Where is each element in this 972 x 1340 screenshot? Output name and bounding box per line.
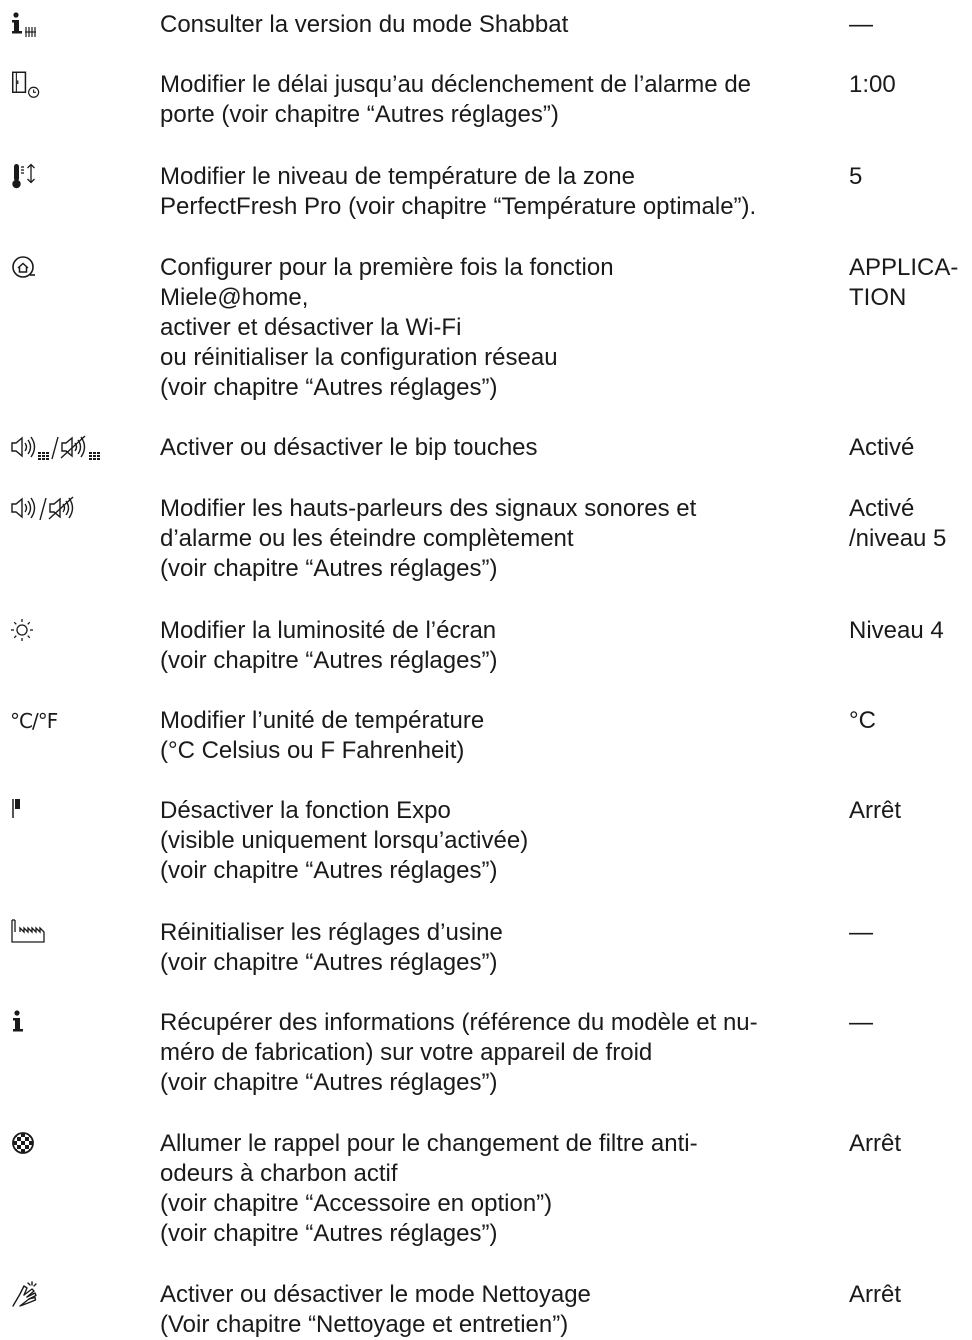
setting-description <box>160 1280 830 1340</box>
default-value <box>849 796 969 826</box>
speaker-volume-icon <box>10 494 110 524</box>
description-line: (voir chapitre “Autres réglages”) <box>160 647 498 674</box>
default-value <box>849 70 969 100</box>
default-value <box>849 918 969 948</box>
default-value <box>849 10 969 40</box>
description-line: Configurer pour la première fois la fonction <box>160 254 614 281</box>
setting-description <box>160 1008 830 1098</box>
description-line: méro de fabrication) sur votre appareil de froid <box>160 1039 653 1066</box>
setting-description <box>160 433 830 463</box>
default-value <box>849 1129 969 1159</box>
setting-description <box>160 918 830 978</box>
setting-description <box>160 10 830 40</box>
description-line: Consulter la version du mode Shabbat <box>160 11 569 38</box>
setting-description <box>160 70 830 130</box>
setting-description <box>160 494 830 584</box>
default-value <box>849 494 969 554</box>
description-line: Activer ou désactiver le mode Nettoyage <box>160 1281 591 1308</box>
value-line: 1:00 <box>849 71 896 98</box>
value-line: — <box>849 1009 873 1036</box>
description-line: Modifier le niveau de température de la zone <box>160 163 635 190</box>
temperature-unit-icon-text: °C/°F <box>10 709 58 733</box>
default-value <box>849 616 969 646</box>
key-beep-icon <box>10 433 130 463</box>
factory-reset-icon <box>10 918 50 948</box>
value-line: Activé <box>849 434 915 461</box>
setting-description <box>160 796 830 886</box>
description-line: Désactiver la fonction Expo <box>160 797 451 824</box>
description-line: (voir chapitre “Autres réglages”) <box>160 857 498 884</box>
description-line: (voir chapitre “Autres réglages”) <box>160 555 498 582</box>
setting-description <box>160 253 830 403</box>
description-line: (visible uniquement lorsqu’activée) <box>160 827 529 854</box>
description-line: Réinitialiser les réglages d’usine <box>160 919 503 946</box>
description-line: ou réinitialiser la configuration réseau <box>160 344 558 371</box>
setting-description <box>160 1129 830 1249</box>
value-line: Arrêt <box>849 1130 902 1157</box>
description-line: (Voir chapitre “Nettoyage et entretien”) <box>160 1311 569 1338</box>
thermometer-level-icon <box>10 162 50 192</box>
description-line: Récupérer des informations (référence du modèle et nu- <box>160 1009 758 1036</box>
description-line: (voir chapitre “Autres réglages”) <box>160 949 498 976</box>
description-line: Activer ou désactiver le bip touches <box>160 434 538 461</box>
description-line: Miele@home, <box>160 284 309 311</box>
value-line: °C <box>849 707 876 734</box>
door-alarm-timer-icon <box>10 70 50 100</box>
description-line: (°C Celsius ou F Fahrenheit) <box>160 737 465 764</box>
miele-at-home-icon <box>10 253 50 283</box>
expo-flag-icon <box>10 796 50 826</box>
setting-description <box>160 706 830 766</box>
description-line: odeurs à charbon actif <box>160 1160 398 1187</box>
charcoal-filter-icon <box>10 1129 50 1159</box>
description-line: (voir chapitre “Autres réglages”) <box>160 374 498 401</box>
default-value <box>849 253 969 313</box>
description-line: Modifier la luminosité de l’écran <box>160 617 497 644</box>
default-value <box>849 1280 969 1310</box>
setting-description <box>160 162 830 222</box>
value-line: APPLICA- <box>849 254 959 281</box>
description-line: porte (voir chapitre “Autres réglages”) <box>160 101 559 128</box>
description-line: (voir chapitre “Autres réglages”) <box>160 1220 498 1247</box>
description-line: activer et désactiver la Wi-Fi <box>160 314 462 341</box>
brightness-icon <box>10 616 50 646</box>
value-line: — <box>849 11 873 38</box>
default-value <box>849 706 969 736</box>
value-line: Niveau 4 <box>849 617 944 644</box>
cleaning-mode-icon <box>10 1280 50 1310</box>
description-line: Allumer le rappel pour le changement de filtre anti- <box>160 1130 698 1157</box>
description-line: Modifier les hauts-parleurs des signaux sonores et <box>160 495 697 522</box>
description-line: d’alarme ou les éteindre complètement <box>160 525 574 552</box>
temperature-unit-icon <box>10 706 110 736</box>
description-line: PerfectFresh Pro (voir chapitre “Température optimale”). <box>160 193 757 220</box>
default-value <box>849 433 969 463</box>
value-line: Activé <box>849 495 915 522</box>
value-line: Arrêt <box>849 1281 902 1308</box>
info-icon <box>10 1008 50 1038</box>
value-line: /niveau 5 <box>849 525 947 552</box>
setting-description <box>160 616 830 676</box>
value-line: — <box>849 919 873 946</box>
info-shabbat-icon <box>10 10 50 40</box>
description-line: Modifier l’unité de température <box>160 707 485 734</box>
default-value <box>849 1008 969 1038</box>
default-value <box>849 162 969 192</box>
description-line: Modifier le délai jusqu’au déclenchement de l’alarme de <box>160 71 752 98</box>
value-line: Arrêt <box>849 797 902 824</box>
value-line: 5 <box>849 163 863 190</box>
value-line: TION <box>849 284 907 311</box>
description-line: (voir chapitre “Accessoire en option”) <box>160 1190 553 1217</box>
description-line: (voir chapitre “Autres réglages”) <box>160 1069 498 1096</box>
